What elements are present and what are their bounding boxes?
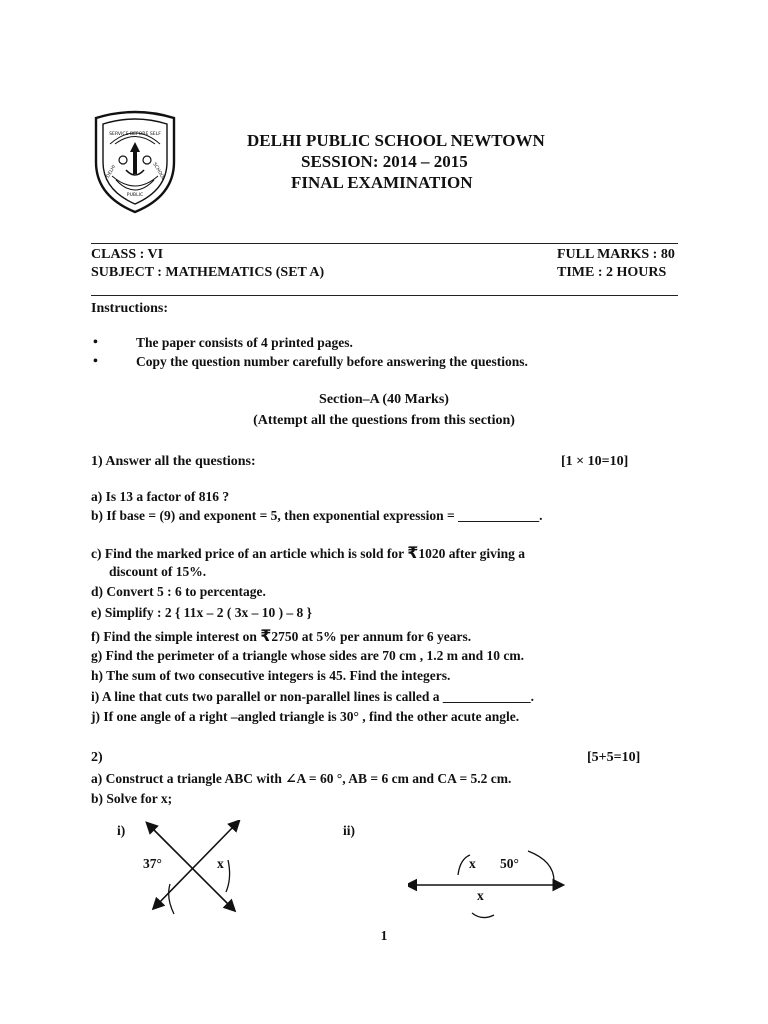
question-1j: j) If one angle of a right –angled triangle is 30° , find the other acute angle. <box>91 709 520 724</box>
school-name: DELHI PUBLIC SCHOOL NEWTOWN <box>247 131 545 150</box>
question-1g: g) Find the perimeter of a triangle whose sides are 70 cm , 1.2 m and 10 cm. <box>91 648 524 663</box>
figure-1-intersecting-lines <box>130 820 250 920</box>
top-divider <box>91 243 678 244</box>
question-1h: h) The sum of two consecutive integers is 45. Find the integers. <box>91 668 451 683</box>
time-label: TIME : 2 HOURS <box>557 265 667 280</box>
class-label: CLASS : VI <box>91 247 164 262</box>
instruction-bullet: • <box>93 354 98 369</box>
figure-2-label: ii) <box>343 823 355 838</box>
bottom-divider <box>91 295 678 296</box>
instruction-item: Copy the question number carefully before answering the questions. <box>136 354 528 369</box>
question-1-label: 1) Answer all the questions: <box>91 454 256 469</box>
question-1c-continued: discount of 15%. <box>109 564 207 579</box>
page-number: 1 <box>380 928 388 943</box>
question-1i: i) A line that cuts two parallel or non-parallel lines is called a _____________. <box>91 689 535 704</box>
instruction-item: The paper consists of 4 printed pages. <box>136 335 353 350</box>
figure-2-variable-top: x <box>469 856 476 871</box>
question-2-marks: [5+5=10] <box>587 750 641 765</box>
figure-2-angle: 50° <box>500 856 519 871</box>
question-1c <box>91 543 525 562</box>
question-2b: b) Solve for x; <box>91 791 173 806</box>
figure-1-label: i) <box>117 823 126 838</box>
question-1f-text: f) Find the simple interest on <box>91 629 261 644</box>
subject-label: SUBJECT : MATHEMATICS (SET A) <box>91 265 325 280</box>
figure-2-variable-bottom: x <box>477 888 484 903</box>
question-1f <box>91 626 471 645</box>
question-1-marks: [1 × 10=10] <box>561 454 629 469</box>
exam-title: FINAL EXAMINATION <box>291 173 473 192</box>
section-title: Section–A (40 Marks) <box>319 392 449 407</box>
crest-left-text: DELHI <box>105 164 118 179</box>
figure-1-variable: x <box>217 856 224 871</box>
question-1b: b) If base = (9) and exponent = 5, then exponential expression = ____________. <box>91 508 543 523</box>
session-title: SESSION: 2014 – 2015 <box>301 152 468 171</box>
crest-top-text: SERVICE BEFORE SELF <box>109 132 161 137</box>
school-crest-logo <box>90 104 180 216</box>
crest-right-text: SCHOOL <box>151 162 166 182</box>
section-subtitle: (Attempt all the questions from this section) <box>253 413 515 428</box>
question-1a: a) Is 13 a factor of 816 ? <box>91 489 230 504</box>
question-1c-amount: 1020 after giving a <box>418 546 525 561</box>
rupee-symbol: ₹ <box>260 626 272 645</box>
instructions-heading: Instructions: <box>91 301 169 316</box>
full-marks-label: FULL MARKS : 80 <box>557 247 675 262</box>
question-1d: d) Convert 5 : 6 to percentage. <box>91 584 266 599</box>
question-1e: e) Simplify : 2 { 11x – 2 ( 3x – 10 ) – 8 } <box>91 605 313 620</box>
question-1c-text: c) Find the marked price of an article which is sold for <box>91 546 408 561</box>
rupee-symbol: ₹ <box>407 543 419 562</box>
figure-1-angle: 37° <box>143 856 162 871</box>
instruction-bullet: • <box>93 335 98 350</box>
crest-bottom-text: PUBLIC <box>126 193 144 198</box>
question-2-label: 2) <box>91 750 103 765</box>
question-1f-amount: 2750 at 5% per annum for 6 years. <box>271 629 472 644</box>
question-2a: a) Construct a triangle ABC with ∠A = 60 °, AB = 6 cm and CA = 5.2 cm. <box>91 771 512 786</box>
figure-2-angle-diagram <box>408 845 568 925</box>
